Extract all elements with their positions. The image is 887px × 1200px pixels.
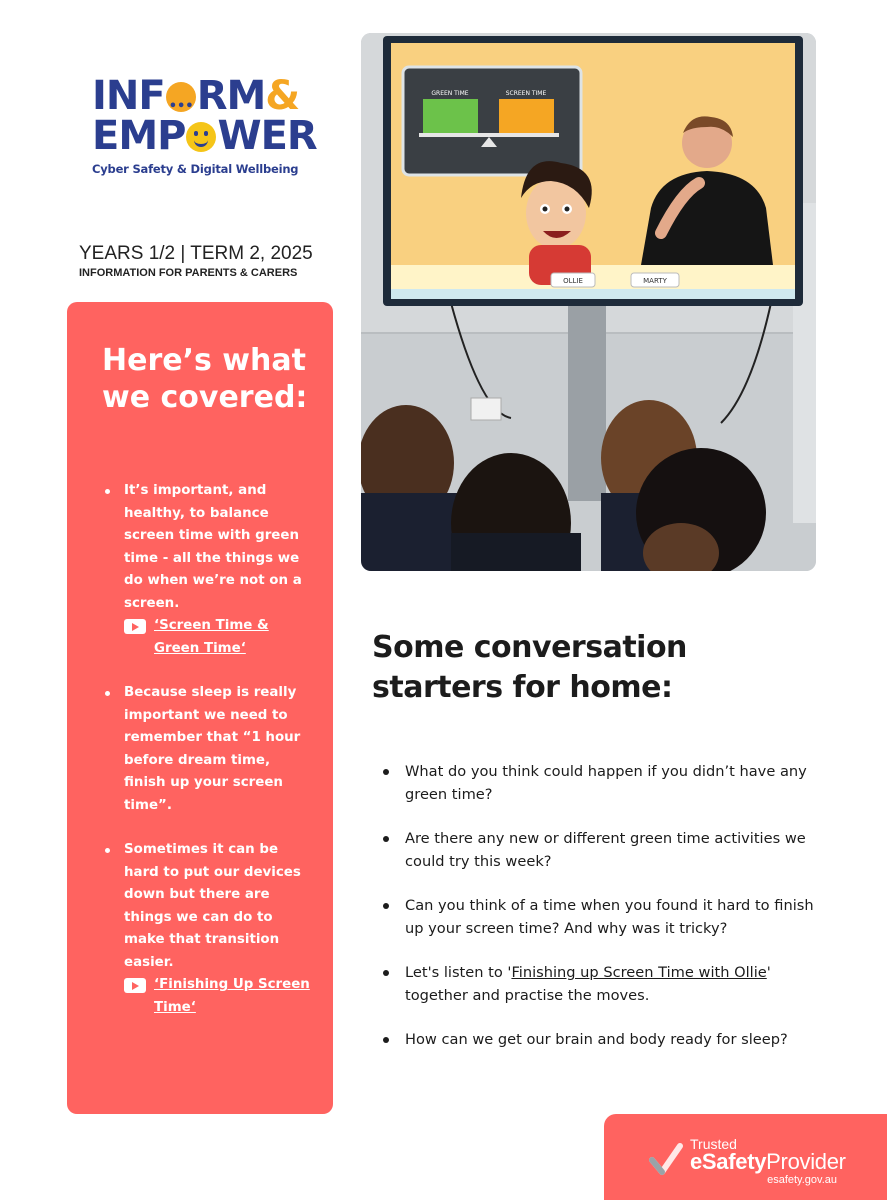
conversation-list [382,760,832,1072]
smiley-face-icon [186,122,216,152]
badge-url: esafety.gov.au [767,1174,837,1186]
conversation-item: What do you think could happen if you didn’t have any green time? [382,760,832,806]
screen-screen-time-label: SCREEN TIME [505,90,547,97]
audience-label: INFORMATION FOR PARENTS & CARERS [79,267,298,279]
esafety-provider-badge [604,1114,887,1200]
classroom-photo [361,33,816,571]
name-tag-ollie: OLLIE [563,277,583,285]
checkmark-icon [648,1142,684,1178]
play-video-icon[interactable] [124,619,146,634]
play-video-icon[interactable] [124,978,146,993]
logo-line-2: EMP WER [92,113,317,159]
covered-item: Sometimes it can be hard to put our devices down but there are things we can do to make that transition easier. ‘Finishing Up Screen Time‘ [102,839,312,1019]
classroom-illustration [361,33,816,571]
conversation-item: How can we get our brain and body ready for sleep? [382,1028,832,1051]
covered-list [102,480,312,1041]
screen-green-time-label: GREEN TIME [431,90,469,97]
logo-line-1: INF••• RM& [92,76,322,116]
covered-item: Because sleep is really important we need to remember that “1 hour before dream time, finish up your screen time”. [102,682,312,817]
logo-tagline: Cyber Safety & Digital Wellbeing [92,162,299,176]
conversation-item: Are there any new or different green time activities we could try this week? [382,827,832,873]
badge-title: eSafetyProvider [690,1149,846,1174]
covered-item: It’s important, and healthy, to balance screen time with green time - all the things we do when we’re not on a screen. ‘Screen Time & Green Time‘ [102,480,312,660]
conversation-item: Let's listen to 'Finishing up Screen Time with Ollie' together and practise the moves. [382,961,832,1007]
video-link-screen-time-green-time[interactable]: ‘Screen Time & Green Time‘ [154,618,269,656]
video-link-row[interactable] [124,974,312,1019]
badge-trusted-label: Trusted [690,1136,737,1152]
inform-empower-logo [92,73,322,176]
conversation-heading: Some conversation starters for home: [372,630,687,705]
ollie-video-link[interactable]: Finishing up Screen Time with Ollie [511,964,767,981]
video-link-finishing-up-screen-time[interactable]: ‘Finishing Up Screen Time‘ [154,977,310,1015]
covered-heading: Here’s what we covered: [102,343,308,415]
conversation-item: Can you think of a time when you found it hard to finish up your screen time? And why was it tricky? [382,894,832,940]
years-term-label: YEARS 1/2 | TERM 2, 2025 [79,243,313,264]
covered-panel [67,302,333,1114]
video-link-row[interactable] [124,615,312,660]
speech-dots-icon [166,82,196,112]
name-tag-marty: MARTY [643,277,667,285]
